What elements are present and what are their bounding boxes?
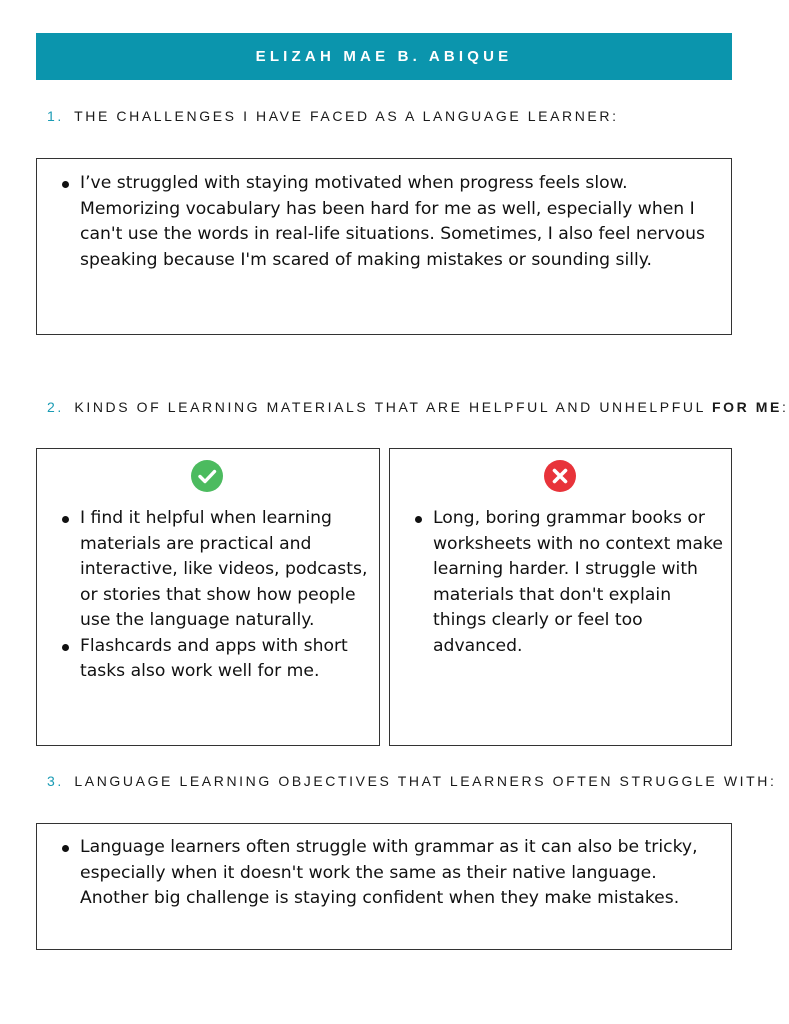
helpful-materials-box bbox=[36, 448, 380, 746]
check-circle-icon bbox=[191, 460, 223, 492]
section-2-title-end: : bbox=[782, 399, 789, 415]
section-3-number: 3. bbox=[47, 773, 64, 789]
author-name: ELIZAH MAE B. ABIQUE bbox=[255, 48, 513, 65]
list-item: Long, boring grammar books or worksheets with no context make learning harder. I struggle with materials that don't explain things clearly or feel too advanced. bbox=[433, 506, 723, 659]
unhelpful-materials-list bbox=[433, 506, 723, 659]
section-1-number: 1. bbox=[47, 108, 64, 124]
list-item: I find it helpful when learning materials are practical and interactive, like videos, podcasts, or stories that show how people use the language naturally. bbox=[80, 506, 370, 634]
section-3-title: LANGUAGE LEARNING OBJECTIVES THAT LEARNERS OFTEN STRUGGLE WITH: bbox=[74, 773, 777, 789]
section-1-heading bbox=[47, 108, 619, 124]
list-item: I’ve struggled with staying motivated when progress feels slow. Memorizing vocabulary has been hard for me as well, especially when I can't use the words in real-life situations. Sometimes, I also feel nervous speaking because I'm scared of making mistakes or sounding silly. bbox=[80, 171, 720, 273]
section-1-title: THE CHALLENGES I HAVE FACED AS A LANGUAGE LEARNER: bbox=[74, 108, 619, 124]
section-3-heading bbox=[47, 773, 777, 789]
challenges-box bbox=[36, 158, 732, 335]
list-item: Flashcards and apps with short tasks also work well for me. bbox=[80, 634, 370, 685]
x-circle-icon bbox=[544, 460, 576, 492]
section-2-heading bbox=[47, 399, 789, 415]
challenges-list bbox=[80, 171, 720, 273]
section-2-title: KINDS OF LEARNING MATERIALS THAT ARE HELPFUL AND UNHELPFUL bbox=[74, 399, 706, 415]
section-2-number: 2. bbox=[47, 399, 64, 415]
list-item: Language learners often struggle with grammar as it can also be tricky, especially when it doesn't work the same as their native language. Another big challenge is staying confident when they make mistakes. bbox=[80, 835, 720, 912]
section-2-title-emphasis: FOR ME bbox=[711, 399, 782, 415]
objectives-box bbox=[36, 823, 732, 950]
unhelpful-materials-box bbox=[389, 448, 732, 746]
objectives-list bbox=[80, 835, 720, 912]
helpful-materials-list bbox=[80, 506, 370, 685]
header-banner bbox=[36, 33, 732, 80]
